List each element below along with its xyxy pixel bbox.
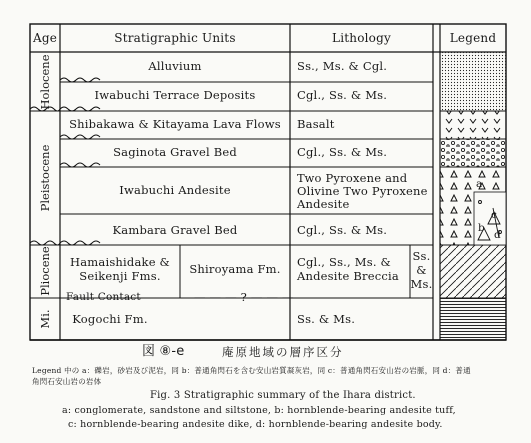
header-stratigraphic-units: Stratigraphic Units	[114, 31, 236, 45]
lith-kambara: Cgl., Ss. & Ms.	[297, 223, 388, 237]
age-holocene: Holocene	[38, 54, 52, 110]
lith-shiroyama-line3: Ms.	[410, 277, 433, 291]
legend-note-line2: 角閃石安山岩の岩体	[32, 377, 102, 386]
figure-label: 図 ⑧-e	[142, 344, 185, 359]
unit-iwabuchi-andesite: Iwabuchi Andesite	[119, 183, 231, 197]
unit-shiroyama: Shiroyama Fm.	[189, 262, 281, 276]
legend-letter-d: d	[494, 229, 501, 241]
figure-title-jp: 庵原地域の層序区分	[222, 345, 344, 359]
legend-letter-a: a	[476, 178, 483, 190]
legend-letter-c: c	[491, 209, 498, 221]
age-pleistocene: Pleistocene	[38, 144, 52, 212]
unit-iwabuchi-terrace: Iwabuchi Terrace Deposits	[94, 88, 256, 102]
lith-kogochi: Ss. & Ms.	[297, 312, 356, 326]
caption-line-2: c: hornblende-bearing andesite dike, d: hornblende-bearing andesite body.	[68, 419, 443, 430]
legend-gravel	[440, 139, 506, 167]
header-age: Age	[32, 31, 58, 45]
caption-title: Fig. 3 Stratigraphic summary of the Ihara district.	[150, 390, 416, 401]
unit-kambara: Kambara Gravel Bed	[112, 223, 238, 237]
legend-alluvium	[440, 52, 506, 111]
legend-pliocene	[440, 245, 506, 298]
uncertain-contact: — — — ? — — —	[194, 290, 294, 304]
lith-andesite-line1: Two Pyroxene and	[297, 171, 408, 185]
lith-saginota: Cgl., Ss. & Ms.	[297, 145, 388, 159]
legend-basalt	[440, 111, 506, 139]
header-legend: Legend	[449, 31, 497, 45]
legend-letter-b: b	[478, 222, 485, 234]
lith-alluvium: Ss., Ms. & Cgl.	[297, 59, 388, 73]
age-miocene: Mi.	[38, 309, 52, 329]
lith-shiroyama-line2: &	[416, 263, 427, 277]
caption-line-1: a: conglomerate, sandstone and siltstone, b: hornblende-bearing andesite tuff,	[62, 405, 456, 416]
fault-contact-label: Fault Contact	[66, 291, 141, 303]
unit-hamaishidake-line1: Hamaishidake &	[70, 255, 170, 269]
unit-hamaishidake-line2: Seikenji Fms.	[79, 269, 161, 283]
lith-andesite-line3: Andesite	[297, 197, 350, 211]
unit-alluvium: Alluvium	[148, 59, 202, 73]
legend-note-line1: Legend 中の a：礫岩，砂岩及び泥岩，同 b：普通角閃石を含む安山岩質凝灰岩，同 c：普通角閃石安山岩の岩脈，同 d：普通	[32, 366, 471, 375]
lith-hamaishidake-line2: Andesite Breccia	[297, 269, 399, 283]
lith-hamaishidake-line1: Cgl., Ss., Ms. &	[297, 255, 391, 269]
lith-basalt: Basalt	[297, 117, 335, 131]
legend-miocene	[440, 298, 506, 340]
age-pliocene: Pliocene	[38, 246, 52, 296]
unit-kogochi: Kogochi Fm.	[72, 312, 148, 326]
lith-andesite-line2: Olivine Two Pyroxene	[297, 184, 428, 198]
lith-iwabuchi-terrace: Cgl., Ss. & Ms.	[297, 88, 388, 102]
lith-shiroyama-line1: Ss.	[412, 249, 431, 263]
unit-shibakawa-kitayama: Shibakawa & Kitayama Lava Flows	[69, 117, 281, 131]
header-lithology: Lithology	[332, 31, 391, 45]
unit-saginota: Saginota Gravel Bed	[113, 145, 237, 159]
